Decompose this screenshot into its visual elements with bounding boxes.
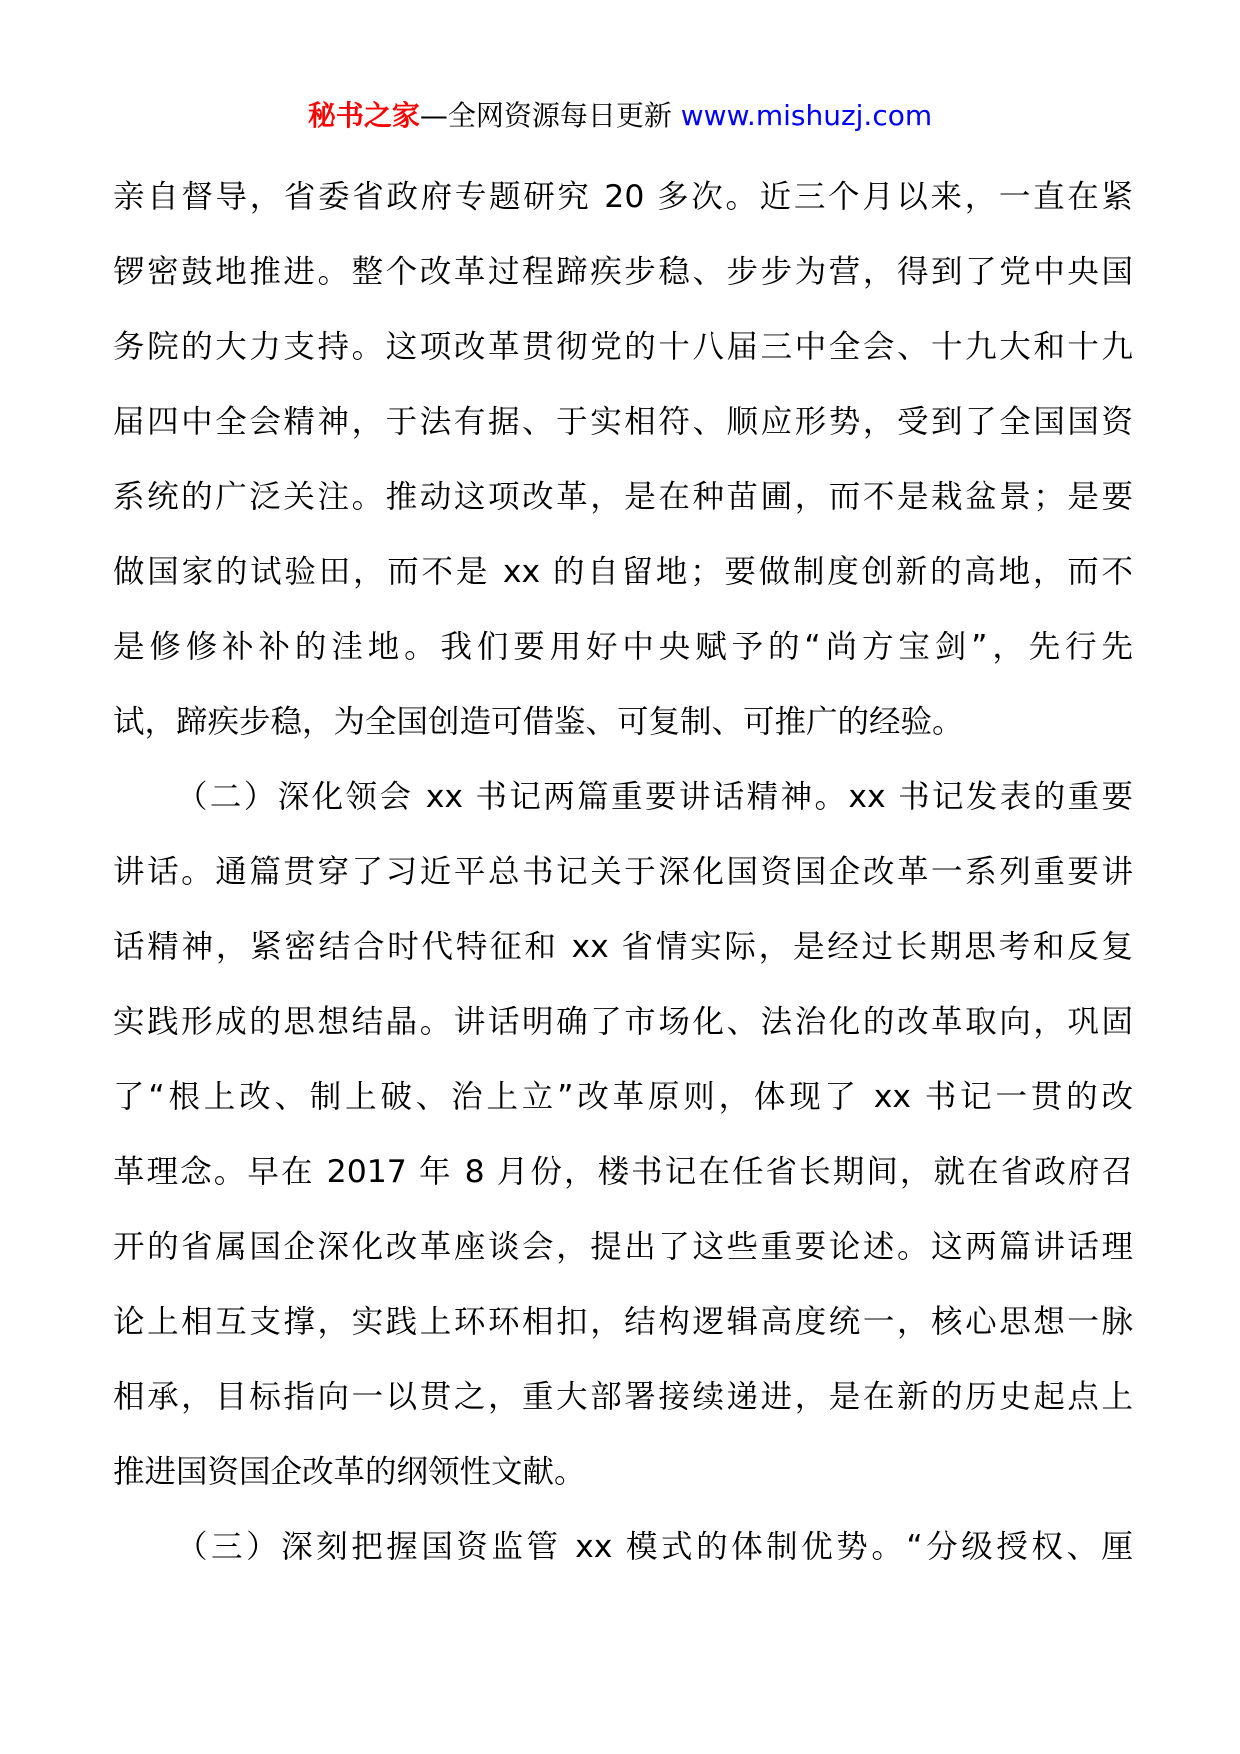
text-line: （三）深刻把握国资监管 xx 模式的体制优势。“分级授权、厘 bbox=[176, 1529, 1133, 1565]
brand-name: 秘书之家 bbox=[307, 99, 420, 132]
text-line: 是修修补补的洼地。我们要用好中央赋予的“尚方宝剑”，先行先 bbox=[113, 629, 1133, 665]
text-line: 讲话。通篇贯穿了习近平总书记关于深化国资国企改革一系列重要讲 bbox=[113, 854, 1133, 890]
text-line: 亲自督导，省委省政府专题研究 20 多次。近三个月以来，一直在紧 bbox=[113, 179, 1133, 215]
text-line: 务院的大力支持。这项改革贯彻党的十八届三中全会、十九大和十九 bbox=[113, 329, 1133, 365]
page-header bbox=[0, 96, 1240, 136]
text-line: 锣密鼓地推进。整个改革过程蹄疾步稳、步步为营，得到了党中央国 bbox=[113, 254, 1133, 290]
header-url[interactable]: www.mishuzj.com bbox=[680, 99, 933, 132]
text-line: 话精神，紧密结合时代特征和 xx 省情实际，是经过长期思考和反复 bbox=[113, 929, 1133, 965]
text-line: 系统的广泛关注。推动这项改革，是在种苗圃，而不是栽盆景；是要 bbox=[113, 479, 1133, 515]
header-tagline: —全网资源每日更新 bbox=[419, 99, 681, 132]
document-body bbox=[113, 160, 1133, 1585]
text-line: 革理念。早在 2017 年 8 月份，楼书记在任省长期间，就在省政府召 bbox=[113, 1154, 1133, 1190]
text-line: 推进国资国企改革的纲领性文献。 bbox=[113, 1454, 586, 1490]
text-line: 相承，目标指向一以贯之，重大部署接续递进，是在新的历史起点上 bbox=[113, 1379, 1133, 1415]
text-line: （二）深化领会 xx 书记两篇重要讲话精神。xx 书记发表的重要 bbox=[176, 779, 1133, 815]
text-line: 做国家的试验田，而不是 xx 的自留地；要做制度创新的高地，而不 bbox=[113, 554, 1133, 590]
text-line: 届四中全会精神，于法有据、于实相符、顺应形势，受到了全国国资 bbox=[113, 404, 1133, 440]
text-line: 试，蹄疾步稳，为全国创造可借鉴、可复制、可推广的经验。 bbox=[113, 704, 964, 740]
text-line: 了“根上改、制上破、治上立”改革原则，体现了 xx 书记一贯的改 bbox=[113, 1079, 1133, 1115]
text-line: 论上相互支撑，实践上环环相扣，结构逻辑高度统一，核心思想一脉 bbox=[113, 1304, 1133, 1340]
text-line: 开的省属国企深化改革座谈会，提出了这些重要论述。这两篇讲话理 bbox=[113, 1229, 1133, 1265]
text-line: 实践形成的思想结晶。讲话明确了市场化、法治化的改革取向，巩固 bbox=[113, 1004, 1133, 1040]
